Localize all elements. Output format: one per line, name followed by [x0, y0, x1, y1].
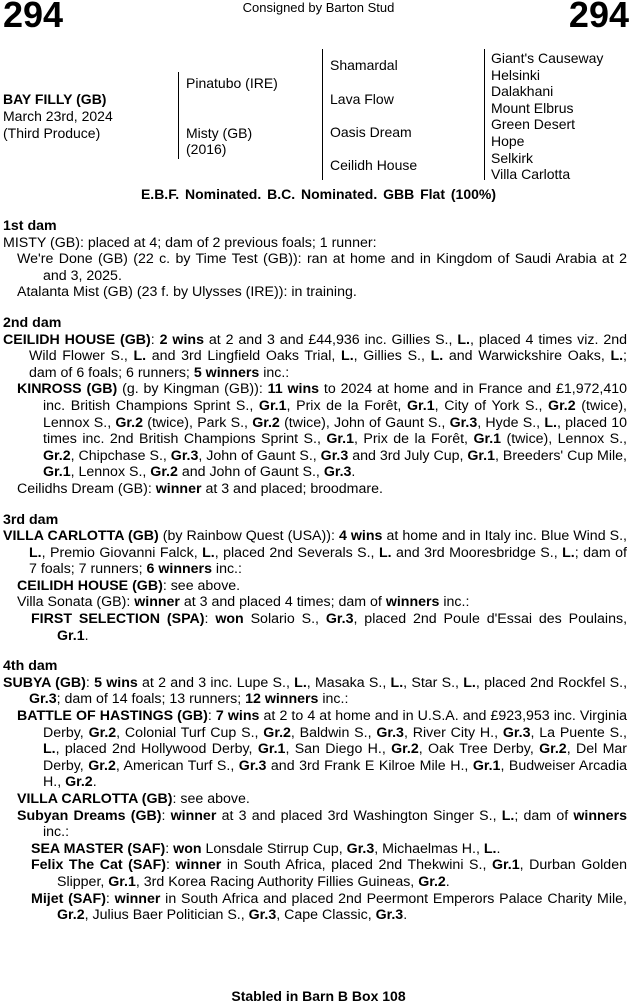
text-run: 12 winners	[245, 691, 319, 708]
text-run: and 3rd Frank E Kilroe Mile H.,	[266, 757, 473, 774]
progeny-entry	[3, 891, 627, 924]
text-run: , Durban Golden Slipper,	[57, 857, 627, 890]
text-run: BATTLE OF HASTINGS (GB)	[17, 708, 208, 725]
foaling-date: March 23rd, 2024	[3, 108, 113, 124]
pedigree-gen4-2: Dalakhani	[491, 83, 554, 100]
text-run: 11 wins	[267, 381, 320, 398]
text-run: , Prix de la Forêt,	[286, 397, 408, 414]
text-run: , La Puente S.,	[530, 724, 627, 741]
text-run: Gr.2	[150, 464, 178, 481]
text-run: Gr.2	[263, 724, 291, 741]
text-run: Gr.2	[548, 397, 576, 414]
pedigree-gen4-6: Selkirk	[491, 149, 534, 166]
text-run: .	[403, 907, 408, 924]
section-heading: 4th dam	[3, 658, 58, 675]
text-run: Mijet (SAF)	[31, 890, 106, 907]
text-run: SEA MASTER (SAF)	[31, 840, 166, 857]
text-run: VILLA CARLOTTA (GB)	[3, 528, 159, 545]
text-run: 4 wins	[338, 528, 383, 545]
text-run: , Masaka S.,	[306, 674, 391, 691]
text-run: , Star S.,	[403, 674, 464, 691]
text-run: inc.:	[318, 691, 349, 708]
text-run: in South Africa and placed 2nd Peermont Emperors Palace Charity Mile,	[160, 890, 627, 907]
text-run: at home and in Italy inc. Blue Wind S.,	[382, 528, 627, 545]
progeny-entry	[3, 251, 627, 284]
pedigree-dam-name: Misty (GB)	[186, 125, 253, 141]
text-run: Gr.3	[238, 757, 267, 774]
text-run: Felix The Cat (SAF)	[31, 857, 166, 874]
text-run: , City of York S.,	[434, 397, 549, 414]
text-run: , placed 2nd Poule d'Essai des Poulains,	[353, 611, 628, 628]
text-run: winner	[134, 594, 180, 611]
text-run: L.	[341, 348, 354, 365]
text-run: Gr.1	[326, 431, 354, 448]
text-run: (twice), Park S.,	[143, 414, 253, 431]
text-run: Gr.2	[57, 907, 85, 924]
dam-entry	[3, 235, 627, 252]
progeny-entry	[3, 578, 627, 595]
text-run: :	[85, 674, 95, 691]
text-run: Gr.3	[320, 447, 349, 464]
text-run: .	[84, 627, 89, 644]
text-run: , placed 2nd Hollywood Derby,	[55, 741, 258, 758]
text-run: Gr.1	[472, 757, 501, 774]
pedigree-gen4-4: Green Desert	[491, 116, 576, 133]
text-run: inc.:	[259, 364, 290, 381]
pedigree-bracket-3	[484, 49, 485, 180]
text-run: Gr.1	[258, 397, 287, 414]
text-run: Gr.1	[467, 447, 495, 464]
text-run: :	[204, 611, 216, 628]
text-run: .	[496, 840, 501, 857]
progeny-entry	[3, 594, 627, 611]
nominations: E.B.F. Nominated. B.C. Nominated. GBB Flat (100%)	[140, 186, 497, 202]
text-run: :	[207, 708, 216, 725]
section-heading: 2nd dam	[3, 314, 62, 331]
text-run: (twice), Lennox S.,	[43, 397, 628, 431]
text-run: L.	[610, 348, 624, 365]
pedigree-bracket-2	[322, 49, 323, 180]
text-run: SUBYA (GB)	[3, 674, 86, 691]
text-run: Gr.2	[252, 414, 280, 431]
text-run: 2 wins	[159, 331, 204, 348]
text-run: Gr.3	[323, 464, 352, 481]
text-run: and 3rd Lingfield Oaks Trial,	[146, 348, 342, 365]
text-run: (twice), Lennox S.,	[501, 431, 628, 448]
text-run: ; dam of	[514, 807, 574, 824]
progeny-entry	[3, 708, 627, 791]
text-run: L.	[202, 544, 215, 561]
pedigree-dam-year: (2016)	[186, 141, 227, 157]
text-run: L.	[390, 674, 404, 691]
text-run: ; dam of 7 foals; 7 runners;	[29, 544, 627, 578]
text-run: Gr.1	[257, 741, 286, 758]
pedigree-gen3-0: Shamardal	[330, 57, 398, 73]
text-run: Gr.2	[391, 741, 419, 758]
text-run: , San Diego H.,	[285, 741, 392, 758]
text-run: , 3rd Korea Racing Authority Fillies Guineas,	[135, 873, 419, 890]
produce-note: (Third Produce)	[3, 125, 101, 141]
pedigree-gen4-1: Helsinki	[491, 66, 541, 83]
text-run: Ceilidhs Dream (GB):	[17, 480, 156, 497]
text-run: 7 wins	[215, 708, 260, 725]
text-run: at 3 and placed 4 times; dam of	[179, 594, 386, 611]
text-run: L.	[544, 414, 557, 431]
text-run: : see above.	[172, 791, 250, 807]
pedigree-notes	[3, 218, 627, 924]
text-run: inc.:	[211, 561, 242, 578]
text-run: at 2 and 3 inc. Lupe S.,	[137, 674, 295, 691]
text-run: , Colonial Turf Cup S.,	[116, 724, 264, 741]
text-run: L.	[133, 348, 147, 365]
text-run: :	[165, 857, 176, 874]
text-run: in South Africa, placed 2nd Thekwini S.,	[221, 857, 492, 874]
text-run: , John of Gaunt S.,	[198, 447, 321, 464]
text-run: , Chipchase S.,	[70, 447, 171, 464]
text-run: Gr.3	[502, 724, 531, 741]
text-run: , Cape Classic,	[276, 907, 376, 924]
pedigree-gen3-3: Ceilidh House	[330, 157, 418, 173]
text-run: at 2 and 3 and £44,936 inc. Gillies S.,	[203, 331, 458, 348]
text-run: Gr.2	[115, 414, 143, 431]
pedigree-bracket-1	[178, 72, 179, 159]
pedigree-gen3-1: Lava Flow	[330, 91, 394, 107]
text-run: Gr.1	[57, 627, 85, 644]
text-run: winner	[114, 890, 161, 907]
text-run: , placed 2nd Severals S.,	[214, 544, 379, 561]
pedigree-gen4-0: Giant's Causeway	[491, 50, 604, 66]
text-run: , Hyde S.,	[477, 414, 545, 431]
text-run: winners	[385, 594, 440, 611]
text-run: Gr.3	[346, 840, 375, 857]
text-run: Subyan Dreams (GB)	[17, 807, 162, 824]
text-run: Gr.3	[325, 611, 354, 628]
horse-name: BAY FILLY (GB)	[3, 91, 107, 107]
lot-number-right: 294	[568, 0, 629, 35]
text-run: at 2 to 4 at home and in U.S.A. and £923,953 inc. Virginia Derby,	[43, 708, 627, 741]
pedigree-gen3-2: Oasis Dream	[330, 124, 412, 140]
text-run: won	[173, 840, 202, 857]
text-run: Gr.2	[539, 741, 567, 758]
text-run: .	[351, 464, 356, 481]
text-run: (by Rainbow Quest (USA)):	[158, 528, 339, 545]
text-run: Gr.1	[43, 464, 71, 481]
text-run: Gr.3	[248, 907, 277, 924]
text-run: .	[445, 873, 450, 890]
text-run: , placed 10 times inc. 2nd British Champions Sprint S.,	[43, 414, 628, 448]
text-run: won	[215, 611, 244, 628]
text-run: , River City H.,	[403, 724, 503, 741]
text-run: Gr.1	[407, 397, 435, 414]
progeny-entry	[3, 841, 627, 858]
progeny-entry	[3, 791, 627, 808]
text-run: :	[165, 840, 174, 857]
text-run: Gr.1	[491, 857, 520, 874]
text-run: Gr.3	[376, 724, 404, 741]
text-run: , Budweiser Arcadia H.,	[43, 757, 627, 791]
text-run: winner	[155, 480, 202, 497]
section-heading: 3rd dam	[3, 511, 59, 528]
text-run: We're Done (GB) (22 c. by Time Test (GB)): ran at home and in Kingdom of Saudi Arabia at 2 and 3, 2025.	[17, 251, 627, 284]
text-run: winners	[573, 807, 627, 824]
text-run: , Prix de la Forêt,	[353, 431, 474, 448]
text-run: winner	[175, 857, 222, 874]
text-run: Gr.1	[473, 431, 502, 448]
text-run: Gr.2	[65, 774, 93, 791]
text-run: , Michaelmas H.,	[374, 840, 484, 857]
text-run: at 3 and placed; broodmare.	[201, 480, 383, 497]
pedigree-dam	[186, 125, 252, 157]
text-run: , placed 4 times viz. 2nd Wild Flower S.,	[29, 331, 628, 365]
text-run: CEILIDH HOUSE (GB)	[3, 331, 151, 348]
text-run: ; dam of 6 foals; 6 runners;	[29, 348, 627, 381]
text-run: and 3rd Mooresbridge S.,	[391, 544, 563, 561]
text-run: L.	[457, 331, 470, 348]
text-run: 6 winners	[146, 561, 212, 578]
text-run: , placed 2nd Rockfel S.,	[475, 674, 628, 691]
text-run: Lonsdale Stirrup Cup,	[201, 840, 347, 857]
dam-entry	[3, 675, 627, 708]
text-run: and Warwickshire Oaks,	[443, 348, 611, 365]
text-run: , Oak Tree Derby,	[418, 741, 540, 758]
text-run: L.	[378, 544, 392, 561]
text-run: Gr.3	[449, 414, 478, 431]
text-run: , Del Mar Derby,	[43, 741, 628, 774]
text-run: inc.:	[439, 594, 470, 611]
pedigree-gen4-3: Mount Elbrus	[491, 99, 574, 116]
pedigree-gen4	[491, 50, 603, 183]
text-run: L.	[43, 741, 56, 758]
text-run: and John of Gaunt S.,	[177, 464, 324, 481]
stabling-info: Stabled in Barn B Box 108	[231, 988, 406, 1004]
text-run: L.	[430, 348, 444, 365]
text-run: L.	[29, 544, 42, 561]
lot-number-left: 294	[3, 0, 64, 35]
text-run: :	[105, 890, 115, 907]
text-run: 5 winners	[193, 364, 260, 381]
text-run: at 3 and placed 3rd Washington Singer S.,	[216, 807, 502, 824]
text-run: MISTY (GB): placed at 4; dam of 2 previous foals; 1 runner:	[3, 234, 377, 251]
text-run: :	[161, 807, 171, 824]
progeny-entry	[3, 381, 627, 481]
text-run: ; dam of 14 foals; 13 runners;	[56, 691, 246, 708]
text-run: VILLA CARLOTTA (GB)	[17, 791, 173, 807]
pedigree-sire: Pinatubo (IRE)	[186, 75, 278, 91]
progeny-entry	[3, 808, 627, 841]
text-run: CEILIDH HOUSE (GB)	[17, 577, 163, 594]
text-run: Gr.3	[29, 691, 57, 708]
text-run: , Gillies S.,	[353, 348, 431, 365]
text-run: , Baldwin S.,	[290, 724, 377, 741]
text-run: Gr.2	[43, 447, 71, 464]
dam-entry	[3, 528, 627, 578]
text-run: Villa Sonata (GB):	[17, 594, 135, 611]
pedigree-gen4-7: Villa Carlotta	[491, 166, 571, 183]
text-run: (g. by Kingman (GB)):	[117, 381, 268, 398]
text-run: , Breeders' Cup Mile,	[494, 447, 627, 464]
text-run: Gr.3	[375, 907, 404, 924]
text-run: L.	[294, 674, 307, 691]
consignor: Consigned by Barton Stud	[242, 0, 395, 15]
text-run: L.	[483, 840, 497, 857]
text-run: inc.:	[43, 824, 70, 841]
text-run: Gr.2	[88, 757, 116, 774]
text-run: winner	[170, 807, 217, 824]
dam-entry	[3, 332, 627, 382]
text-run: FIRST SELECTION (SPA)	[31, 611, 205, 628]
progeny-entry	[3, 284, 627, 301]
text-run: (twice), John of Gaunt S.,	[279, 414, 450, 431]
text-run: Gr.2	[88, 724, 117, 741]
text-run: Gr.1	[108, 873, 136, 890]
text-run: and 3rd July Cup,	[348, 447, 468, 464]
progeny-entry	[3, 481, 627, 498]
text-run: , Lennox S.,	[70, 464, 151, 481]
text-run: : see above.	[162, 577, 241, 594]
text-run: KINROSS (GB)	[17, 381, 118, 398]
text-run: L.	[463, 674, 476, 691]
text-run: .	[92, 774, 97, 791]
pedigree-gen4-5: Hope	[491, 132, 525, 149]
text-run: Gr.2	[418, 873, 446, 890]
text-run: , Premio Giovanni Falck,	[41, 544, 203, 561]
text-run: L.	[562, 544, 575, 561]
text-run: Solario S.,	[243, 611, 326, 628]
text-run: L.	[501, 807, 515, 824]
progeny-entry	[3, 611, 627, 644]
text-run: Atalanta Mist (GB) (23 f. by Ulysses (IRE)): in training.	[17, 284, 357, 301]
text-run: to 2024 at home and in France and £1,972,410 inc. British Champions Sprint S.,	[43, 381, 627, 414]
text-run: :	[150, 331, 160, 348]
progeny-entry	[3, 857, 627, 890]
section-heading: 1st dam	[3, 218, 57, 234]
text-run: 5 wins	[94, 674, 138, 691]
horse-details	[3, 91, 113, 142]
text-run: , American Turf S.,	[115, 757, 239, 774]
text-run: , Julius Baer Politician S.,	[84, 907, 249, 924]
text-run: Gr.3	[170, 447, 199, 464]
